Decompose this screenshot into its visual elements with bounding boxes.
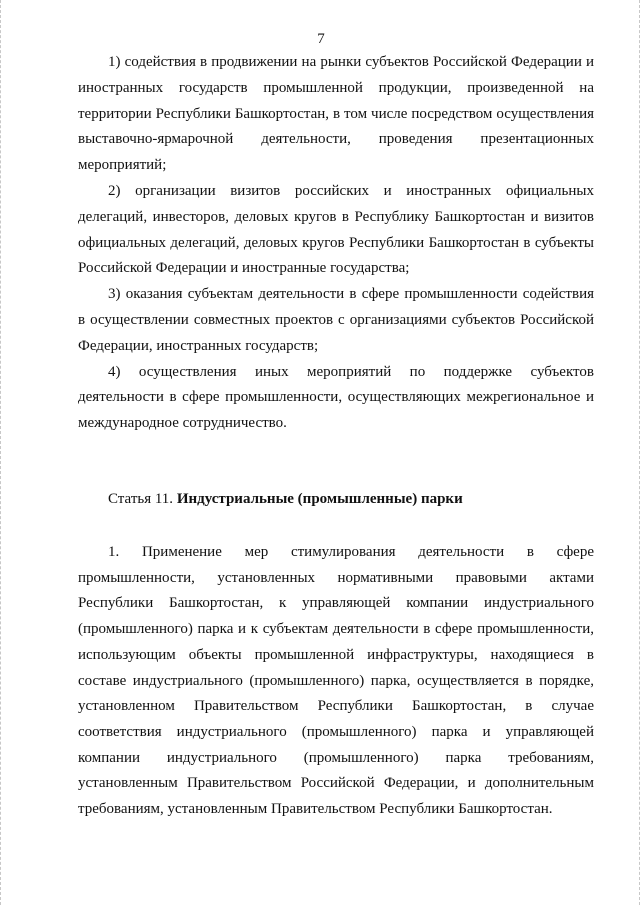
list-item: 4) осуществления иных мероприятий по поддержке субъектов деятельности в сфере промышленности, осуществляющих межрегиональное и международное сотрудничество. [78,363,594,432]
article-body [78,540,594,823]
article-label: Статья 11. [108,491,174,507]
list-block [78,50,594,437]
article-heading [108,486,594,512]
list-item: 3) оказания субъектам деятельности в сфере промышленности содействия в осуществлении совместных проектов с организациями субъектов Российской Федерации, иностранных государств; [78,286,594,354]
list-item: 1) содействия в продвижении на рынки субъектов Российской Федерации и иностранных государств промышленной продукции, произведенной на территории Республики Башкортостан, в том числе посредством осуществления выставочно-ярмарочной деятельности, проведения презентационных мероприятий; [78,54,594,174]
article-title: Индустриальные (промышленные) парки [176,491,463,507]
article-paragraph: 1. Применение мер стимулирования деятельности в сфере промышленности, установленных нормативными правовыми актами Республики Башкортостан, к управляющей компании индустриального (промышленного) парка и к субъектам деятельности в сфере промышленности, использующим объекты промышленной инфраструктуры, находящиеся в составе индустриального (промышленного) парка, осуществляется в порядке, установленном Правительством Республики Башкортостан, в случае соответствия индустриального (промышленного) парка и управляющей компании индустриального (промышленного) парка требованиям, установленным Правительством Российской Федерации, и дополнительным требованиям, установленным Правительством Республики Башкортостан. [78,544,594,818]
list-item: 2) организации визитов российских и иностранных официальных делегаций, инвесторов, деловых кругов в Республику Башкортостан и визитов официальных делегаций, деловых кругов Республики Башкортостан в субъекты Российской Федерации и иностранные государства; [78,182,594,277]
page-number: 7 [317,31,325,47]
